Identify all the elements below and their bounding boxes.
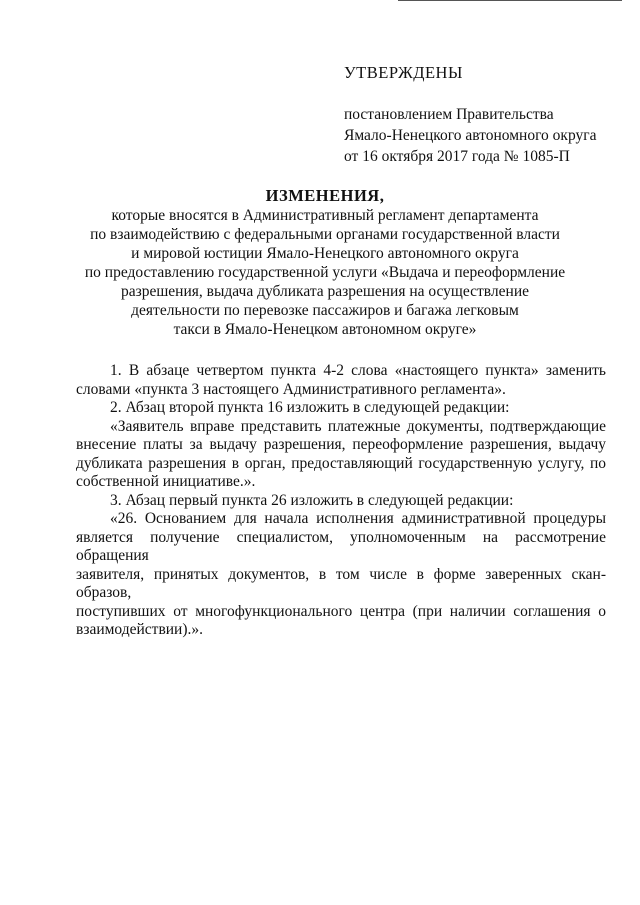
document-title: ИЗМЕНЕНИЯ, (265, 186, 385, 205)
document-title-block (60, 186, 590, 339)
amendment-item-2 (76, 399, 606, 492)
paragraph-line: собственной инициативе.». (76, 473, 256, 490)
paragraph-line: 1. В абзаце четвертом пункта 4-2 слова «настоящего пункта» заменить (110, 362, 606, 379)
approval-line: от 16 октября 2017 года № 1085-П (344, 148, 570, 165)
paragraph-line: внесение платы за выдачу разрешения, переоформление разрешения, выдачу (76, 436, 606, 453)
document-subtitle-line: деятельности по перевозке пассажиров и багажа легковым (131, 302, 519, 319)
amendment-item-3 (76, 492, 606, 640)
approval-line: постановлением Правительства (344, 106, 554, 123)
paragraph-line: 2. Абзац второй пункта 16 изложить в следующей редакции: (110, 399, 510, 416)
paragraph-line: дубликата разрешения в орган, предоставляющий государственную услугу, по (76, 454, 606, 472)
paragraph-line: 3. Абзац первый пункта 26 изложить в следующей редакции: (110, 491, 514, 509)
paragraph-line: «26. Основанием для начала исполнения административной процедуры (110, 510, 606, 527)
approval-line: Ямало-Ненецкого автономного округа (344, 127, 597, 144)
document-subtitle-line: по взаимодействию с федеральными органами государственной власти (90, 226, 560, 243)
paragraph-line: взаимодействии).». (76, 621, 204, 638)
paragraph-line: поступивших от многофункционального центра (при наличии соглашения о (76, 602, 606, 620)
document-subtitle-line: по предоставлению государственной услуги «Выдача и переоформление (84, 264, 566, 281)
top-edge-rule (398, 0, 622, 1)
document-subtitle-line: разрешения, выдача дубликата разрешения на осуществление (120, 283, 529, 300)
approval-heading: УТВЕРЖДЕНЫ (344, 63, 463, 82)
amendments-body (76, 362, 606, 640)
paragraph-line: «Заявитель вправе представить платежные документы, подтверждающие (110, 417, 606, 435)
document-subtitle-line: такси в Ямало-Ненецком автономном округе» (173, 321, 477, 338)
paragraph-line: является получение специалистом, уполномоченным на рассмотрение обращения (76, 528, 606, 564)
paragraph-line: словами «пункта 3 настоящего Административного регламента». (76, 380, 506, 398)
amendment-item-1 (76, 362, 606, 399)
document-subtitle-line: которые вносятся в Административный регламент департамента (111, 207, 539, 224)
document-subtitle-line: и мировой юстиции Ямало-Ненецкого автономного округа (131, 245, 519, 262)
approval-block (344, 62, 634, 167)
paragraph-line: заявителя, принятых документов, в том числе в форме заверенных скан-образов, (76, 565, 606, 601)
